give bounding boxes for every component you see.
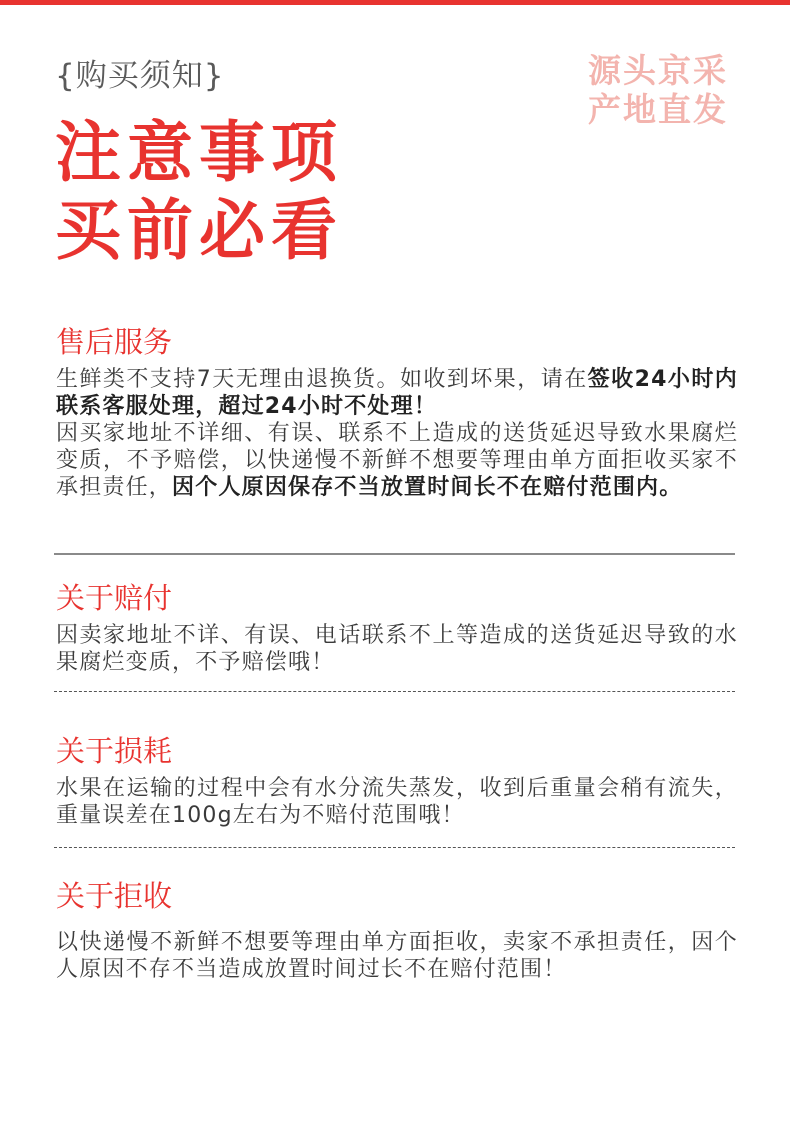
headline	[55, 114, 343, 270]
after-sales-text-bold-2: 因个人原因保存不当放置时间长不在赔付范围内。	[172, 475, 683, 500]
section-title-rejection: 关于拒收	[56, 879, 173, 913]
section-divider-dashed-1	[54, 691, 735, 692]
compensation-text: 因卖家地址不详、有误、电话联系不上等造成的送货延迟导致的水果腐烂变质，不予赔偿哦！	[56, 623, 738, 675]
section-title-compensation: 关于赔付	[56, 581, 173, 615]
after-sales-text-part-2: 因买家地址不详细、有误、联系不上造成的送货延迟导致水果腐烂变质，不予赔偿，以快递慢不新鲜不想要等理由单方面拒收买家不承担责任，	[56, 421, 738, 500]
slogan	[588, 51, 728, 129]
section-divider-solid	[54, 553, 735, 555]
headline-line-2: 买前必看	[55, 192, 343, 269]
section-title-loss: 关于损耗	[56, 734, 173, 768]
after-sales-text	[56, 366, 738, 501]
section-title-after-sales: 售后服务	[56, 325, 173, 359]
loss-text: 水果在运输的过程中会有水分流失蒸发，收到后重量会稍有流失，重量误差在100g左右为不赔付范围哦！	[56, 776, 738, 828]
section-divider-dashed-2	[54, 847, 735, 848]
after-sales-text-bold-1: 签收24小时内联系客服处理，超过24小时不处理！	[56, 367, 739, 419]
after-sales-text-part-1: 生鲜类不支持7天无理由退换货。如收到坏果，请在	[56, 367, 588, 392]
top-accent-bar	[0, 0, 790, 5]
purchase-notice-tag: {购买须知}	[55, 58, 225, 94]
rejection-text: 以快递慢不新鲜不想要等理由单方面拒收，卖家不承担责任，因个人原因不存不当造成放置时间过长不在赔付范围！	[56, 930, 738, 982]
headline-line-1: 注意事项	[55, 114, 343, 191]
slogan-line-1: 源头京采	[588, 51, 728, 90]
slogan-line-2: 产地直发	[588, 90, 728, 129]
